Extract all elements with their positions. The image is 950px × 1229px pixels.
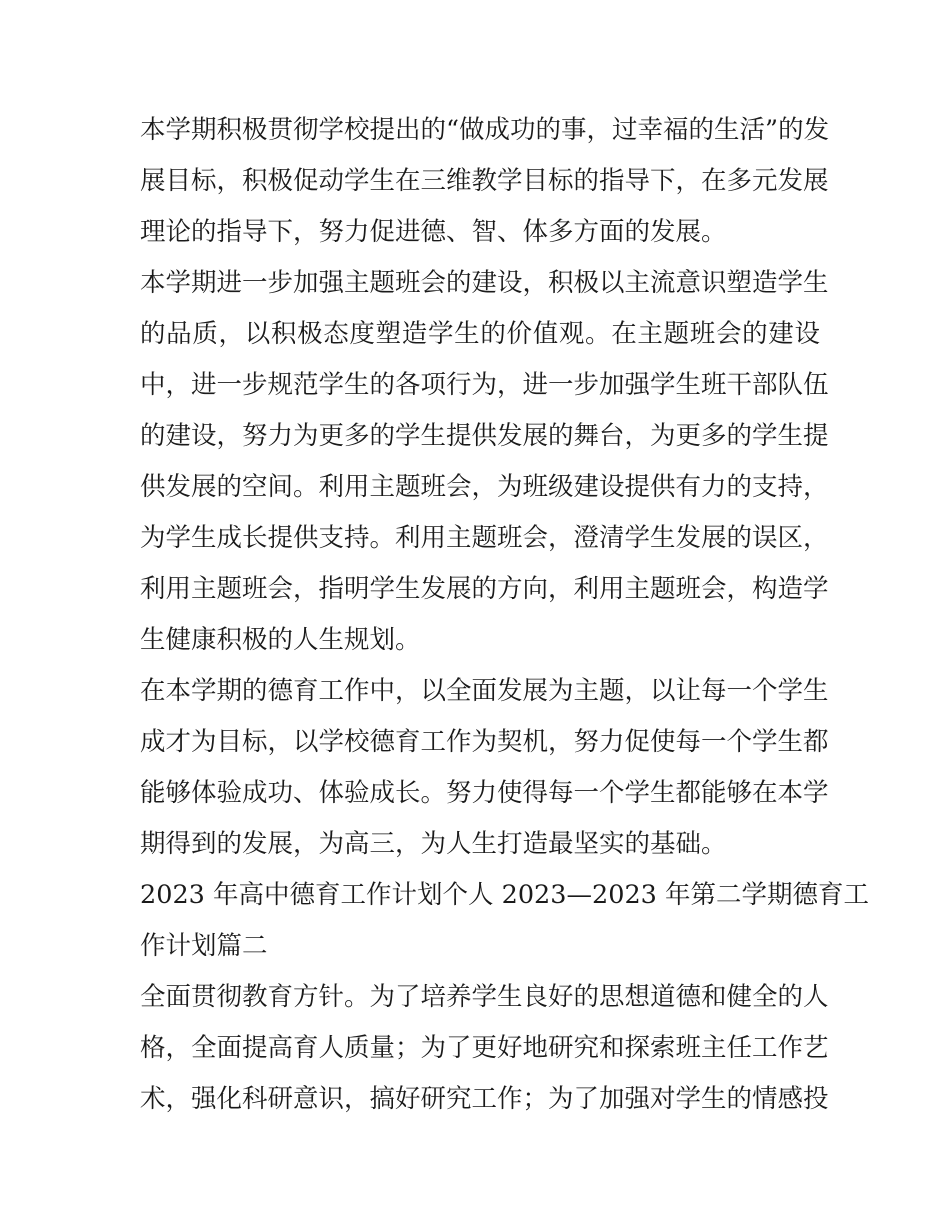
text-line: 期得到的发展，为高三，为人生打造最坚实的基础。 bbox=[140, 829, 727, 859]
document-body bbox=[140, 105, 870, 1125]
text-line: 中，进一步规范学生的各项行为，进一步加强学生班干部队伍 bbox=[140, 370, 829, 400]
text-line: 能够体验成功、体验成长。努力使得每一个学生都能够在本学 bbox=[140, 778, 829, 808]
text-line: 成才为目标，以学校德育工作为契机，努力促使每一个学生都 bbox=[140, 727, 829, 757]
text-line: 本学期积极贯彻学校提出的“做成功的事，过幸福的生活”的发 bbox=[140, 115, 830, 145]
text-line: 全面贯彻教育方针。为了培养学生良好的思想道德和健全的人 bbox=[140, 982, 829, 1012]
paragraph-moral-education-work bbox=[140, 666, 829, 870]
text-line: 格，全面提高育人质量；为了更好地研究和探索班主任工作艺 bbox=[140, 1033, 829, 1063]
text-line: 在本学期的德育工作中，以全面发展为主题，以让每一个学生 bbox=[140, 676, 829, 706]
text-line: 的建设，努力为更多的学生提供发展的舞台，为更多的学生提 bbox=[140, 421, 829, 451]
text-line: 展目标，积极促动学生在三维教学目标的指导下，在多元发展 bbox=[140, 166, 829, 196]
text-line: 供发展的空间。利用主题班会，为班级建设提供有力的支持， bbox=[140, 472, 829, 502]
paragraph-education-policy bbox=[140, 972, 829, 1125]
text-line: 为学生成长提供支持。利用主题班会，澄清学生发展的误区， bbox=[140, 523, 829, 553]
text-line: 生健康积极的人生规划。 bbox=[140, 625, 421, 655]
text-line: 利用主题班会，指明学生发展的方向，利用主题班会，构造学 bbox=[140, 574, 829, 604]
section-heading bbox=[140, 870, 870, 972]
text-line: 的品质，以积极态度塑造学生的价值观。在主题班会的建设 bbox=[140, 319, 820, 349]
paragraph-development-goals bbox=[140, 105, 830, 258]
text-line: 作计划篇二 bbox=[140, 931, 268, 961]
text-line: 2023 年高中德育工作计划个人 2023—2023 年第二学期德育工 bbox=[140, 880, 870, 910]
text-line: 理论的指导下，努力促进德、智、体多方面的发展。 bbox=[140, 217, 727, 247]
paragraph-theme-class-meeting bbox=[140, 258, 829, 666]
text-line: 本学期进一步加强主题班会的建设，积极以主流意识塑造学生 bbox=[140, 268, 829, 298]
text-line: 术，强化科研意识，搞好研究工作；为了加强对学生的情感投 bbox=[140, 1084, 829, 1114]
